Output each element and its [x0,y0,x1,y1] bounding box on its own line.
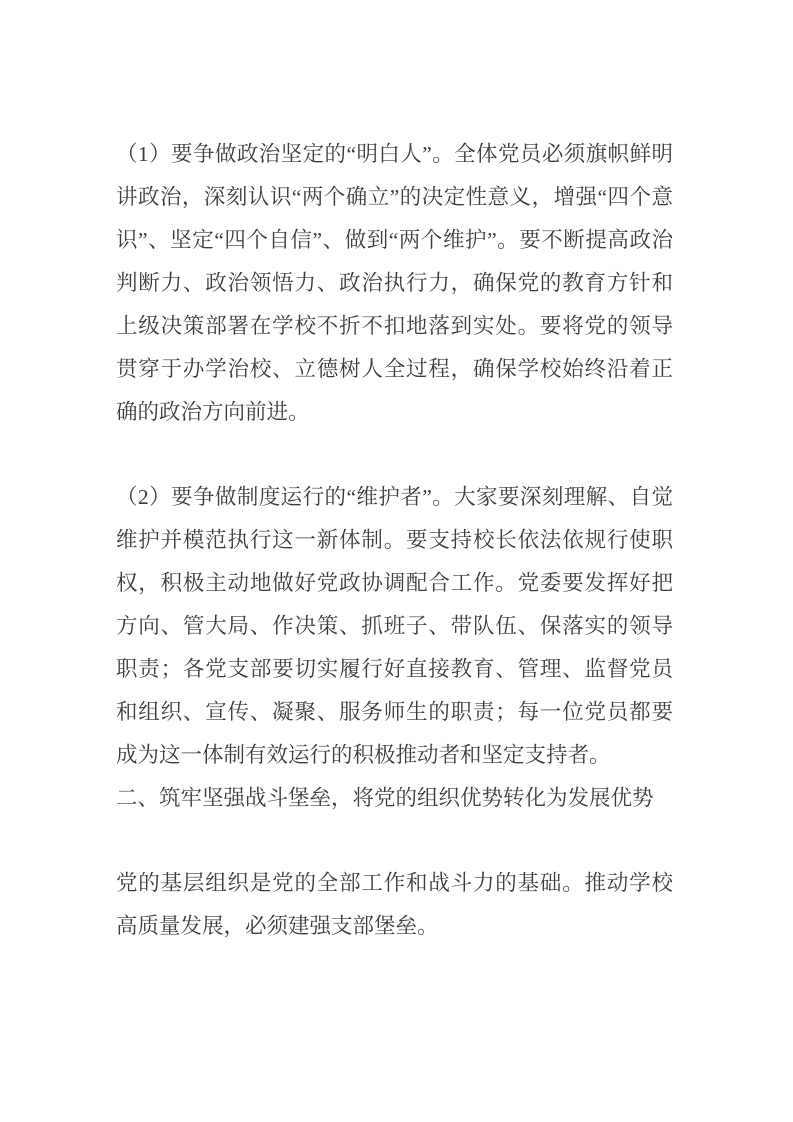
paragraph-political-firmness: （1）要争做政治坚定的“明白人”。全体党员必须旗帜鲜明讲政治，深刻认识“两个确立”的决定性意义，增强“四个意识”、坚定“四个自信”、做到“两个维护”。要不断提高政治判断力、政治领悟力、政治执行力，确保党的教育方针和上级决策部署在学校不折不扣地落到实处。要将党的领导贯穿于办学治校、立德树人全过程，确保学校始终沿着正确的政治方向前进。 [116,142,673,424]
paragraph-grassroots-organization: 党的基层组织是党的全部工作和战斗力的基础。推动学校高质量发展，必须建强支部堡垒。 [116,871,673,938]
paragraph-system-defender: （2）要争做制度运行的“维护者”。大家要深刻理解、自觉维护并模范执行这一新体制。要支持校长依法依规行使职权，积极主动地做好党政协调配合工作。党委要发挥好把方向、管大局、作决策、抓班子、带队伍、保落实的领导职责；各党支部要切实履行好直接教育、管理、监督党员和组织、宣传、凝聚、服务师生的职责；每一位党员都要成为这一体制有效运行的积极推动者和坚定支持者。 [116,485,673,767]
section-heading-two: 二、筑牢坚强战斗堡垒，将党的组织优势转化为发展优势 [116,786,654,810]
